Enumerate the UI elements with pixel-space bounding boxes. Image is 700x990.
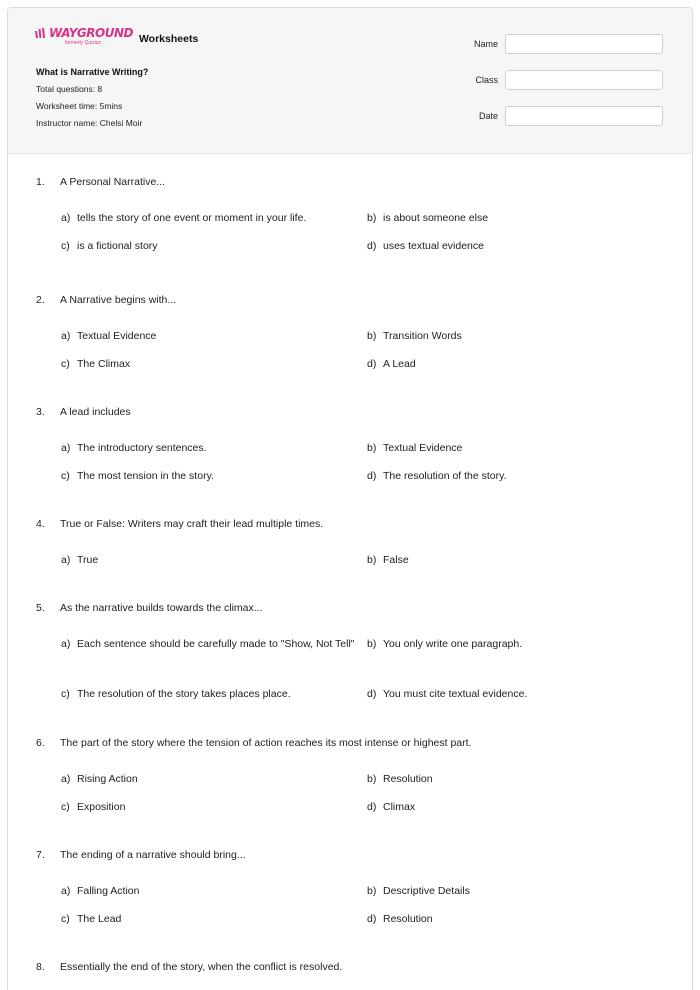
name-field-row <box>428 34 663 54</box>
question-stem <box>36 961 342 973</box>
answer-option[interactable] <box>61 911 356 928</box>
answer-option[interactable] <box>61 686 356 703</box>
option-letter: b) <box>367 773 377 785</box>
answer-option[interactable] <box>367 911 667 928</box>
option-letter: a) <box>61 442 71 454</box>
option-letter: d) <box>367 688 377 700</box>
option-letter: d) <box>367 801 377 813</box>
question-number: 4. <box>36 518 45 530</box>
option-text: tells the story of one event or moment in your life. <box>77 212 307 224</box>
option-text: uses textual evidence <box>383 240 484 252</box>
option-text: You must cite textual evidence. <box>383 688 528 700</box>
answer-option[interactable] <box>367 210 667 227</box>
answer-option[interactable] <box>61 799 356 816</box>
brand-title: Worksheets <box>138 33 199 45</box>
option-letter: a) <box>61 212 71 224</box>
answer-option[interactable] <box>367 440 667 457</box>
class-field-row <box>428 70 663 90</box>
answer-option[interactable] <box>61 552 356 569</box>
logo-subtitle: formerly Quizizz <box>65 40 101 46</box>
option-text: You only write one paragraph. <box>383 638 523 650</box>
option-text: Exposition <box>77 801 126 813</box>
answer-option[interactable] <box>61 468 356 485</box>
option-text: The resolution of the story. <box>383 470 507 482</box>
option-text: Transition Words <box>383 330 462 342</box>
answer-option[interactable] <box>367 552 667 569</box>
class-label: Class <box>475 75 498 85</box>
answer-option[interactable] <box>61 636 356 653</box>
question-stem <box>36 518 323 530</box>
worksheet-meta <box>36 67 148 134</box>
total-questions: Total questions: 8 <box>36 84 103 94</box>
question-text: Essentially the end of the story, when the conflict is resolved. <box>60 961 343 973</box>
option-letter: c) <box>61 801 70 813</box>
option-letter: b) <box>367 212 377 224</box>
option-text: The most tension in the story. <box>77 470 214 482</box>
question-text: The ending of a narrative should bring... <box>60 849 246 861</box>
question-text: As the narrative builds towards the climax... <box>60 602 263 614</box>
option-letter: c) <box>61 913 70 925</box>
question-stem <box>36 406 131 418</box>
option-letter: c) <box>61 240 70 252</box>
option-letter: c) <box>61 688 70 700</box>
name-input[interactable] <box>505 34 663 54</box>
question-number: 2. <box>36 294 45 306</box>
date-label: Date <box>478 111 498 121</box>
option-letter: d) <box>367 470 377 482</box>
option-text: True <box>77 554 99 566</box>
option-letter: b) <box>367 554 377 566</box>
question-number: 6. <box>36 737 45 749</box>
worksheet-page <box>7 7 693 990</box>
answer-option[interactable] <box>367 468 667 485</box>
option-text: Each sentence should be carefully made to "Show, Not Tell" <box>77 638 355 650</box>
answer-option[interactable] <box>367 636 667 653</box>
name-label: Name <box>473 39 498 49</box>
option-letter: a) <box>61 885 71 897</box>
option-letter: c) <box>61 358 70 370</box>
option-letter: d) <box>367 358 377 370</box>
option-text: False <box>383 554 409 566</box>
answer-option[interactable] <box>367 686 667 703</box>
option-letter: d) <box>367 240 377 252</box>
option-text: A Lead <box>383 358 416 370</box>
answer-option[interactable] <box>61 238 356 255</box>
option-letter: b) <box>367 638 377 650</box>
worksheet-title: What is Narrative Writing? <box>36 67 149 77</box>
option-letter: d) <box>367 913 377 925</box>
option-letter: a) <box>61 638 71 650</box>
option-text: The Climax <box>77 358 131 370</box>
option-text: is a fictional story <box>77 240 158 252</box>
question-text: True or False: Writers may craft their lead multiple times. <box>60 518 324 530</box>
option-letter: b) <box>367 330 377 342</box>
answer-option[interactable] <box>61 210 356 227</box>
answer-option[interactable] <box>61 883 356 900</box>
question-number: 1. <box>36 176 45 188</box>
answer-option[interactable] <box>61 440 356 457</box>
logo-wordmark: WAYGROUND <box>49 26 133 40</box>
option-text: Falling Action <box>77 885 140 897</box>
question-number: 5. <box>36 602 45 614</box>
answer-option[interactable] <box>61 356 356 373</box>
option-text: Textual Evidence <box>77 330 157 342</box>
option-text: is about someone else <box>383 212 489 224</box>
class-input[interactable] <box>505 70 663 90</box>
question-number: 7. <box>36 849 45 861</box>
question-text: The part of the story where the tension of action reaches its most intense or highest part. <box>60 737 472 749</box>
question-number: 8. <box>36 961 45 973</box>
option-text: Climax <box>383 801 416 813</box>
date-input[interactable] <box>505 106 663 126</box>
question-number: 3. <box>36 406 45 418</box>
question-stem <box>36 849 246 861</box>
option-letter: a) <box>61 330 71 342</box>
option-letter: b) <box>367 885 377 897</box>
option-text: The introductory sentences. <box>77 442 207 454</box>
option-text: The Lead <box>77 913 122 925</box>
answer-option[interactable] <box>367 328 667 345</box>
question-text: A lead includes <box>60 406 131 418</box>
answer-option[interactable] <box>61 328 356 345</box>
question-text: A Personal Narrative... <box>60 176 166 188</box>
wayground-logo <box>35 27 133 46</box>
worksheet-header <box>8 8 692 154</box>
brand <box>35 27 198 46</box>
option-text: Resolution <box>383 773 433 785</box>
instructor-name: Instructor name: Chelsi Moir <box>36 118 143 128</box>
option-letter: a) <box>61 554 71 566</box>
answer-option[interactable] <box>367 799 667 816</box>
worksheet-time: Worksheet time: 5mins <box>36 101 123 111</box>
question-stem <box>36 737 471 749</box>
question-stem <box>36 176 165 188</box>
option-letter: a) <box>61 773 71 785</box>
option-text: Rising Action <box>77 773 138 785</box>
option-text: The resolution of the story takes places place. <box>77 688 291 700</box>
answer-option[interactable] <box>61 771 356 788</box>
option-letter: c) <box>61 470 70 482</box>
question-stem <box>36 294 176 306</box>
question-stem <box>36 602 263 614</box>
answer-option[interactable] <box>367 356 667 373</box>
option-text: Resolution <box>383 913 433 925</box>
date-field-row <box>428 106 663 126</box>
answer-option[interactable] <box>367 883 667 900</box>
logo-mark-icon <box>35 28 47 38</box>
option-text: Descriptive Details <box>383 885 470 897</box>
option-text: Textual Evidence <box>383 442 463 454</box>
answer-option[interactable] <box>367 771 667 788</box>
answer-option[interactable] <box>367 238 667 255</box>
option-letter: b) <box>367 442 377 454</box>
question-text: A Narrative begins with... <box>60 294 177 306</box>
